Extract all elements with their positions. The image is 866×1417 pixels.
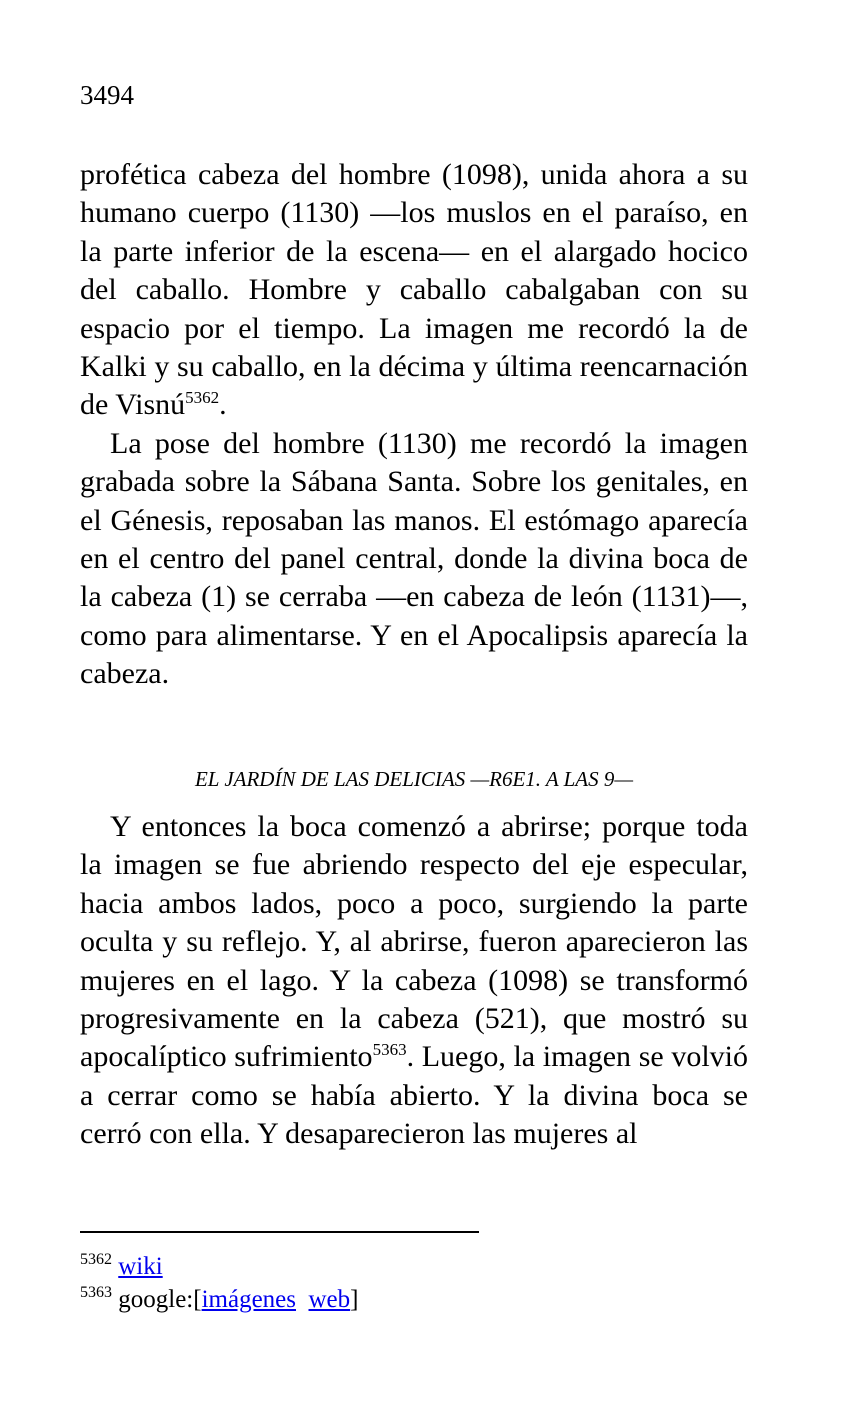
body-text-bottom	[80, 808, 748, 1154]
footnote-ref[interactable]: 5363	[372, 1040, 407, 1060]
footnotes	[80, 1250, 358, 1316]
paragraph-text: Y entonces la boca comenzó a abrirse; porque toda la imagen se fue abriendo respecto del eje especular, hacia ambos lados, poco a poco, surgiendo la parte oculta y su reflejo. Y, al abrirse, fueron aparecieron las mujeres en el lago. Y la cabeza (1098) se transformó progresivamente en la cabeza (521), que mostró su apocalíptico sufrimiento	[80, 810, 748, 1074]
images-link[interactable]: imágenes	[201, 1286, 296, 1313]
paragraph-text: profética cabeza del hombre (1098), unida ahora a su humano cuerpo (1130) —los muslos en el paraíso, en la parte inferior de la escena— en el alargado hocico del caballo. Hombre y caballo cabalgaban con su espacio por el tiempo. La imagen me recordó la de Kalki y su caballo, en la décima y última reencarnación de Visnú	[80, 158, 748, 422]
paragraph-text-end: .	[219, 388, 227, 422]
page-number: 3494	[80, 80, 134, 110]
footnote-prefix: google:[	[118, 1286, 202, 1313]
footnote-suffix: ]	[350, 1286, 359, 1313]
paragraph-text-end: . Luego, la imagen se volvió a cerrar como se había abierto. Y la divina boca se cerró con ella. Y desaparecieron las mujeres al	[80, 1040, 748, 1151]
body-text-top	[80, 156, 748, 694]
footnote-ref[interactable]: 5362	[185, 388, 220, 408]
section-heading: EL JARDÍN DE LAS DELICIAS —R6E1. A LAS 9—	[194, 767, 634, 791]
wiki-link[interactable]: wiki	[118, 1253, 163, 1280]
footnote-5363	[80, 1283, 358, 1316]
paragraph: La pose del hombre (1130) me recordó la imagen grabada sobre la Sábana Santa. Sobre los genitales, en el Génesis, reposaban las manos. El estómago aparecía en el centro del panel central, donde la divina boca de la cabeza (1) se cerraba —en cabeza de león (1131)—, como para alimentarse. Y en el Apocalipsis aparecía la cabeza.	[80, 426, 748, 691]
footnote-number: 5362	[80, 1251, 112, 1268]
paragraph	[80, 808, 748, 1154]
paragraph	[80, 156, 748, 425]
footnote-number: 5363	[80, 1284, 112, 1301]
footnote-divider	[80, 1231, 479, 1233]
web-link[interactable]: web	[308, 1286, 351, 1313]
footnote-5362	[80, 1250, 358, 1283]
